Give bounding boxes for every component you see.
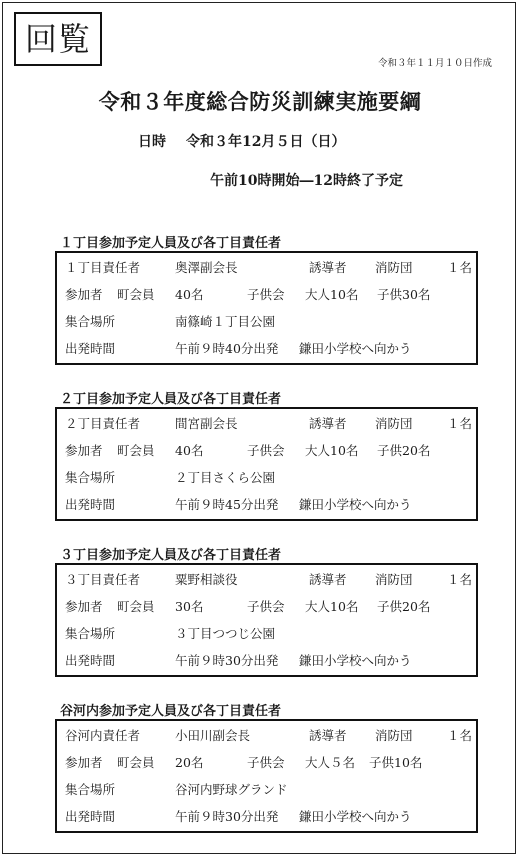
- section-heading: １丁目参加予定人員及び各丁目責任者: [60, 236, 282, 251]
- kids-club-label: 子供会: [247, 443, 285, 458]
- participants-label: 参加者: [65, 755, 103, 770]
- departure-row: [57, 339, 476, 363]
- section-heading: ２丁目参加予定人員及び各丁目責任者: [60, 392, 282, 407]
- section-box: [55, 719, 478, 833]
- assembly-label: 集合場所: [65, 782, 116, 797]
- destination: 鎌田小学校へ向かう: [299, 653, 412, 668]
- destination: 鎌田小学校へ向かう: [299, 809, 412, 824]
- adults-count: 大人10名: [305, 287, 359, 302]
- leader-label: ３丁目責任者: [65, 572, 141, 587]
- section-heading: 谷河内参加予定人員及び各丁目責任者: [60, 704, 282, 719]
- guide-org: 消防団: [375, 728, 413, 743]
- leader-row: [57, 258, 476, 282]
- members-label: 町会員: [117, 443, 155, 458]
- departure-label: 出発時間: [65, 653, 116, 668]
- assembly-place: 谷河内野球グランド: [175, 782, 288, 797]
- participants-label: 参加者: [65, 287, 103, 302]
- members-count: 20名: [175, 755, 204, 770]
- departure-row: [57, 807, 476, 831]
- departure-row: [57, 495, 476, 519]
- guide-org: 消防団: [375, 416, 413, 431]
- section-heading: ３丁目参加予定人員及び各丁目責任者: [60, 548, 282, 563]
- section-box: [55, 563, 478, 677]
- departure-time: 午前９時40分出発: [175, 341, 279, 356]
- section-box: [55, 407, 478, 521]
- leader-name: 粟野相談役: [175, 572, 238, 587]
- departure-label: 出発時間: [65, 341, 116, 356]
- kids-club-label: 子供会: [247, 287, 285, 302]
- leader-label: ２丁目責任者: [65, 416, 141, 431]
- leader-label: １丁目責任者: [65, 260, 141, 275]
- event-time: 午前10時開始―12時終了予定: [210, 173, 403, 189]
- guide-count: １名: [447, 416, 473, 431]
- participants-row: [57, 753, 476, 777]
- guide-label: 誘導者: [309, 416, 347, 431]
- kids-club-label: 子供会: [247, 599, 285, 614]
- leader-row: [57, 570, 476, 594]
- leader-row: [57, 726, 476, 750]
- guide-label: 誘導者: [309, 260, 347, 275]
- guide-org: 消防団: [375, 572, 413, 587]
- leader-name: 間宮副会長: [175, 416, 238, 431]
- departure-row: [57, 651, 476, 675]
- members-count: 40名: [175, 287, 204, 302]
- assembly-row: [57, 624, 476, 648]
- assembly-row: [57, 468, 476, 492]
- destination: 鎌田小学校へ向かう: [299, 341, 412, 356]
- guide-count: １名: [447, 572, 473, 587]
- assembly-place: ２丁目さくら公園: [175, 470, 276, 485]
- children-count: 子供10名: [369, 755, 423, 770]
- leader-row: [57, 414, 476, 438]
- event-date: [138, 131, 345, 151]
- leader-name: 小田川副会長: [175, 728, 251, 743]
- departure-time: 午前９時45分出発: [175, 497, 279, 512]
- assembly-place: 南篠崎１丁目公園: [175, 314, 276, 329]
- children-count: 子供20名: [377, 443, 431, 458]
- leader-name: 奥澤副会長: [175, 260, 238, 275]
- members-label: 町会員: [117, 287, 155, 302]
- circulation-stamp: 回覧: [14, 12, 102, 66]
- assembly-place: ３丁目つつじ公園: [175, 626, 276, 641]
- participants-row: [57, 441, 476, 465]
- members-label: 町会員: [117, 755, 155, 770]
- created-date: 令和３年１１月１０日作成: [377, 58, 492, 69]
- guide-count: １名: [447, 728, 473, 743]
- children-count: 子供30名: [377, 287, 431, 302]
- leader-label: 谷河内責任者: [65, 728, 141, 743]
- assembly-row: [57, 312, 476, 336]
- members-count: 30名: [175, 599, 204, 614]
- members-label: 町会員: [117, 599, 155, 614]
- assembly-row: [57, 780, 476, 804]
- document-title: 令和３年度総合防災訓練実施要綱: [98, 89, 422, 114]
- departure-time: 午前９時30分出発: [175, 653, 279, 668]
- guide-label: 誘導者: [309, 572, 347, 587]
- children-count: 子供20名: [377, 599, 431, 614]
- departure-time: 午前９時30分出発: [175, 809, 279, 824]
- participants-row: [57, 597, 476, 621]
- departure-label: 出発時間: [65, 809, 116, 824]
- guide-org: 消防団: [375, 260, 413, 275]
- participants-row: [57, 285, 476, 309]
- kids-club-label: 子供会: [247, 755, 285, 770]
- assembly-label: 集合場所: [65, 314, 116, 329]
- departure-label: 出発時間: [65, 497, 116, 512]
- members-count: 40名: [175, 443, 204, 458]
- assembly-label: 集合場所: [65, 470, 116, 485]
- participants-label: 参加者: [65, 443, 103, 458]
- adults-count: 大人５名: [305, 755, 356, 770]
- guide-label: 誘導者: [309, 728, 347, 743]
- guide-count: １名: [447, 260, 473, 275]
- assembly-label: 集合場所: [65, 626, 116, 641]
- adults-count: 大人10名: [305, 443, 359, 458]
- participants-label: 参加者: [65, 599, 103, 614]
- adults-count: 大人10名: [305, 599, 359, 614]
- destination: 鎌田小学校へ向かう: [299, 497, 412, 512]
- date-value: 令和３年12月５日（日）: [186, 134, 346, 150]
- date-label: 日時: [138, 134, 166, 150]
- section-box: [55, 251, 478, 365]
